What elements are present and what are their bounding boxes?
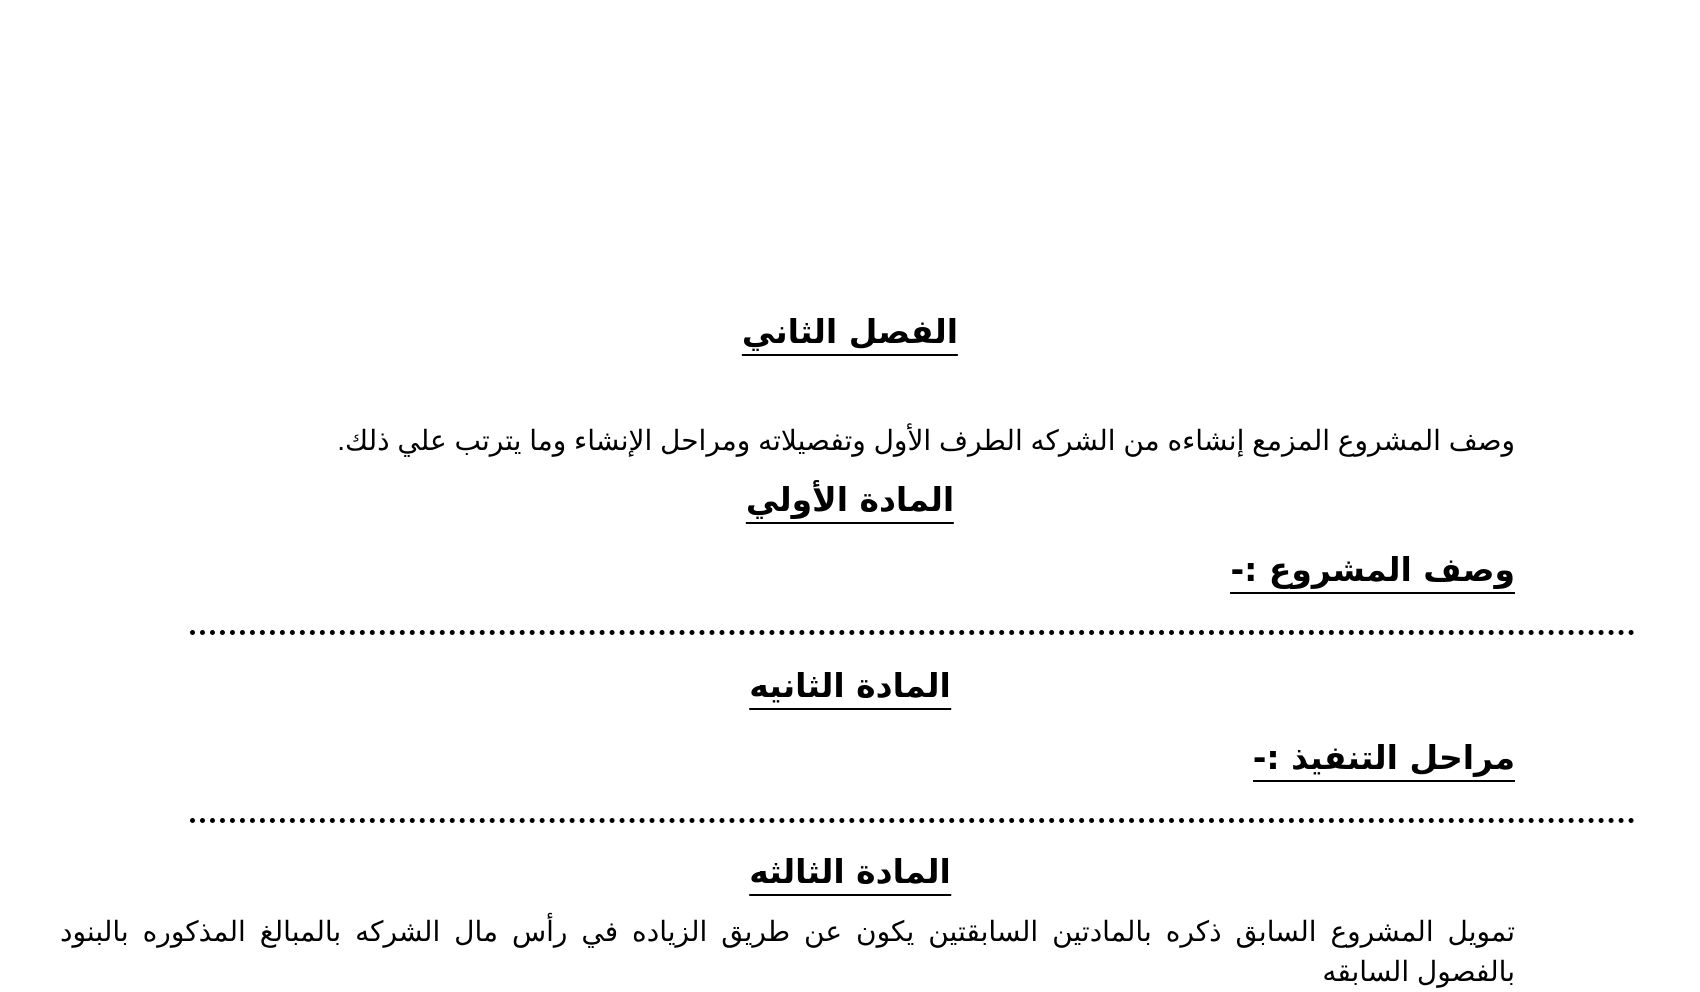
fill-in-dotted-line-1 — [190, 630, 1635, 635]
article-3-title: المادة الثالثه — [749, 852, 951, 896]
article-2-label: مراحل التنفيذ :- — [1253, 738, 1515, 782]
chapter-title: الفصل الثاني — [742, 312, 958, 356]
fill-in-dotted-line-2 — [190, 818, 1635, 823]
article-3-text: تمويل المشروع السابق ذكره بالمادتين السابقتين يكون عن طريق الزياده في رأس مال الشركه بالمبالغ المذكوره بالبنود بالفصول السابقه — [60, 916, 1515, 987]
article-1-title: المادة الأولي — [746, 480, 954, 524]
article-2-title: المادة الثانيه — [749, 666, 951, 710]
intro-paragraph: وصف المشروع المزمع إنشاءه من الشركه الطرف الأول وتفصيلاته ومراحل الإنشاء وما يترتب علي ذلك. — [337, 425, 1515, 456]
article-1-label: وصف المشروع :- — [1230, 550, 1515, 594]
